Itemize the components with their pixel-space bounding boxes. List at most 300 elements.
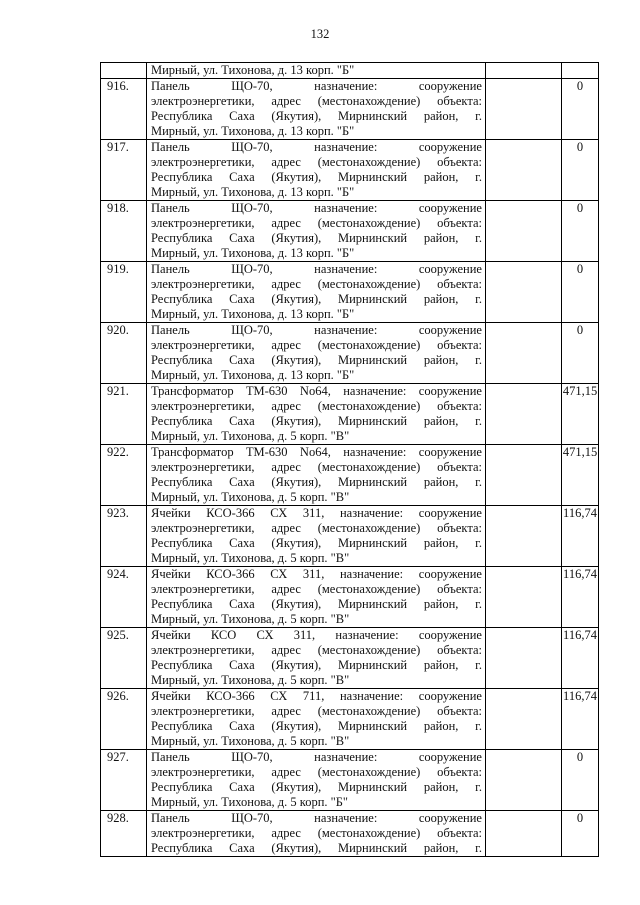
description-line xyxy=(151,94,482,109)
description-word: объекта: xyxy=(437,826,482,840)
description-line xyxy=(151,414,482,429)
description-word: (Якутия), xyxy=(271,658,322,672)
description-word: объекта: xyxy=(437,338,482,352)
description-word: СХ xyxy=(270,506,288,520)
description-line: Мирный, ул. Тихонова, д. 5 корп. "В" xyxy=(151,429,350,443)
description-word: 711, xyxy=(302,689,325,703)
description-word: Мирнинский xyxy=(337,231,408,245)
description-word: Саха xyxy=(229,170,255,184)
row-empty-cell xyxy=(486,750,562,811)
description-word: Саха xyxy=(229,353,255,367)
description-word: ЩО-70, xyxy=(231,201,273,215)
description-word: назначение: xyxy=(339,689,404,703)
description-word: Саха xyxy=(229,719,255,733)
description-word: КСО xyxy=(210,628,237,642)
description-word: адрес xyxy=(271,582,301,596)
page-number: 132 xyxy=(310,27,330,41)
row-number: 923. xyxy=(101,506,147,567)
description-word: сооружение xyxy=(418,506,482,520)
description-word: (местонахождение) xyxy=(317,460,421,474)
row-value: 116,74 xyxy=(562,506,599,567)
row-empty-cell xyxy=(486,323,562,384)
description-word: район, xyxy=(423,536,459,550)
description-word: 311, xyxy=(302,506,325,520)
row-empty-cell xyxy=(486,628,562,689)
description-line: Мирный, ул. Тихонова, д. 13 корп. "Б" xyxy=(151,124,355,138)
description-word: объекта: xyxy=(437,277,482,291)
description-word: назначение: xyxy=(314,323,378,337)
description-word: объекта: xyxy=(437,765,482,779)
description-word: ЩО-70, xyxy=(231,262,273,276)
description-word: 311, xyxy=(293,628,316,642)
description-word: сооружение xyxy=(418,323,482,337)
description-word: Республика xyxy=(151,109,213,123)
description-line xyxy=(151,140,482,155)
description-word: (Якутия), xyxy=(271,780,322,794)
continuation-description-cell xyxy=(147,63,486,79)
description-word: СХ xyxy=(256,628,274,642)
description-word: объекта: xyxy=(437,521,482,535)
description-line xyxy=(151,292,482,307)
description-line xyxy=(151,79,482,94)
description-line xyxy=(151,460,482,475)
description-word: сооружение xyxy=(418,567,482,581)
description-word: Панель xyxy=(151,811,190,825)
row-value: 116,74 xyxy=(562,628,599,689)
description-word: адрес xyxy=(271,338,301,352)
description-line xyxy=(151,719,482,734)
description-word: электроэнергетики, xyxy=(151,94,255,108)
description-word: адрес xyxy=(271,765,301,779)
description-word: г. xyxy=(475,658,482,672)
description-word: (Якутия), xyxy=(271,292,322,306)
description-word: Республика xyxy=(151,780,213,794)
description-line: Мирный, ул. Тихонова, д. 5 корп. "В" xyxy=(151,673,350,687)
row-description xyxy=(147,689,486,750)
description-word: район, xyxy=(423,170,459,184)
description-word: (местонахождение) xyxy=(317,216,421,230)
description-word: адрес xyxy=(271,155,301,169)
description-word: СХ xyxy=(270,567,288,581)
description-line: Мирный, ул. Тихонова, д. 5 корп. "В" xyxy=(151,734,350,748)
description-line xyxy=(151,780,482,795)
description-word: назначение: xyxy=(314,140,378,154)
description-word: Республика xyxy=(151,353,213,367)
description-word: электроэнергетики, xyxy=(151,582,255,596)
description-line xyxy=(151,826,482,841)
row-description xyxy=(147,140,486,201)
description-line xyxy=(151,475,482,490)
description-word: Мирнинский xyxy=(337,841,408,855)
description-word: (местонахождение) xyxy=(317,643,421,657)
description-word: адрес xyxy=(271,643,301,657)
description-word: Саха xyxy=(229,109,255,123)
description-line xyxy=(151,277,482,292)
description-line xyxy=(151,155,482,170)
row-number: 916. xyxy=(101,79,147,140)
description-word: назначение: xyxy=(314,79,378,93)
description-word: адрес xyxy=(271,94,301,108)
description-word: электроэнергетики, xyxy=(151,643,255,657)
description-word: г. xyxy=(475,109,482,123)
row-description xyxy=(147,750,486,811)
description-word: г. xyxy=(475,231,482,245)
table-row xyxy=(101,323,599,384)
description-word: г. xyxy=(475,780,482,794)
description-word: No64, xyxy=(299,384,331,398)
description-word: г. xyxy=(475,414,482,428)
description-word: ЩО-70, xyxy=(231,79,273,93)
description-word: (местонахождение) xyxy=(317,826,421,840)
description-word: Республика xyxy=(151,841,213,855)
row-empty-cell xyxy=(486,506,562,567)
table-row xyxy=(101,567,599,628)
description-line xyxy=(151,231,482,246)
description-line xyxy=(151,689,482,704)
description-word: сооружение xyxy=(418,384,482,398)
table-row xyxy=(101,811,599,857)
description-word: назначение: xyxy=(343,384,407,398)
description-word: (местонахождение) xyxy=(317,765,421,779)
description-line xyxy=(151,658,482,673)
description-word: Саха xyxy=(229,414,255,428)
row-value: 0 xyxy=(562,323,599,384)
description-word: назначение: xyxy=(343,445,407,459)
description-word: Трансформатор xyxy=(151,384,234,398)
description-line: Мирный, ул. Тихонова, д. 5 корп. "В" xyxy=(151,490,350,504)
description-word: Мирнинский xyxy=(337,353,408,367)
description-line xyxy=(151,338,482,353)
description-word: Саха xyxy=(229,841,255,855)
description-word: (местонахождение) xyxy=(317,338,421,352)
description-word: ЩО-70, xyxy=(231,750,273,764)
description-word: объекта: xyxy=(437,216,482,230)
row-value: 116,74 xyxy=(562,567,599,628)
description-word: объекта: xyxy=(437,155,482,169)
description-word: назначение: xyxy=(314,750,378,764)
description-word: Мирнинский xyxy=(337,597,408,611)
description-word: Мирнинский xyxy=(337,658,408,672)
description-line xyxy=(151,506,482,521)
table-row xyxy=(101,506,599,567)
table-row xyxy=(101,628,599,689)
description-word: район, xyxy=(423,841,459,855)
description-line xyxy=(151,628,482,643)
description-word: Мирнинский xyxy=(337,475,408,489)
row-number: 918. xyxy=(101,201,147,262)
row-value: 0 xyxy=(562,750,599,811)
description-word: Мирнинский xyxy=(337,414,408,428)
row-value: 0 xyxy=(562,201,599,262)
description-line xyxy=(151,216,482,231)
description-word: Республика xyxy=(151,719,213,733)
description-word: (Якутия), xyxy=(271,475,322,489)
description-word: г. xyxy=(475,475,482,489)
description-word: Ячейки xyxy=(151,628,191,642)
description-word: Панель xyxy=(151,201,190,215)
description-word: электроэнергетики, xyxy=(151,399,255,413)
description-word: Мирнинский xyxy=(337,719,408,733)
description-word: район, xyxy=(423,231,459,245)
description-line xyxy=(151,643,482,658)
row-value: 0 xyxy=(562,811,599,857)
description-word: (местонахождение) xyxy=(317,399,421,413)
description-line xyxy=(151,704,482,719)
description-word: электроэнергетики, xyxy=(151,277,255,291)
row-empty-cell xyxy=(486,201,562,262)
continuation-text: Мирный, ул. Тихонова, д. 13 корп. "Б" xyxy=(151,63,355,77)
description-line xyxy=(151,521,482,536)
description-word: (Якутия), xyxy=(271,597,322,611)
description-word: объекта: xyxy=(437,460,482,474)
description-word: Мирнинский xyxy=(337,292,408,306)
description-word: Мирнинский xyxy=(337,170,408,184)
description-word: (местонахождение) xyxy=(317,277,421,291)
description-word: Панель xyxy=(151,262,190,276)
description-word: КСО-366 xyxy=(206,567,255,581)
description-word: Саха xyxy=(229,658,255,672)
description-line xyxy=(151,567,482,582)
row-number: 925. xyxy=(101,628,147,689)
description-word: сооружение xyxy=(418,140,482,154)
description-line xyxy=(151,536,482,551)
row-number: 926. xyxy=(101,689,147,750)
description-word: (Якутия), xyxy=(271,231,322,245)
description-word: г. xyxy=(475,536,482,550)
description-word: электроэнергетики, xyxy=(151,338,255,352)
description-word: (Якутия), xyxy=(271,109,322,123)
description-word: г. xyxy=(475,841,482,855)
description-word: КСО-366 xyxy=(206,689,255,703)
row-number: 920. xyxy=(101,323,147,384)
description-word: электроэнергетики, xyxy=(151,704,255,718)
description-word: (местонахождение) xyxy=(317,94,421,108)
table-row xyxy=(101,689,599,750)
description-word: Трансформатор xyxy=(151,445,234,459)
row-number: 917. xyxy=(101,140,147,201)
description-word: КСО-366 xyxy=(206,506,255,520)
description-word: район, xyxy=(423,780,459,794)
row-description xyxy=(147,201,486,262)
description-word: 311, xyxy=(302,567,325,581)
row-value: 471,15 xyxy=(562,384,599,445)
description-line xyxy=(151,201,482,216)
description-word: г. xyxy=(475,292,482,306)
description-word: Саха xyxy=(229,475,255,489)
description-word: электроэнергетики, xyxy=(151,826,255,840)
description-word: назначение: xyxy=(314,262,378,276)
description-word: адрес xyxy=(271,216,301,230)
row-empty-cell xyxy=(486,262,562,323)
description-word: адрес xyxy=(271,399,301,413)
row-value: 471,15 xyxy=(562,445,599,506)
description-word: Ячейки xyxy=(151,506,191,520)
description-line xyxy=(151,841,482,856)
description-line: Мирный, ул. Тихонова, д. 13 корп. "Б" xyxy=(151,185,355,199)
description-word: Панель xyxy=(151,750,190,764)
row-description xyxy=(147,628,486,689)
description-line: Мирный, ул. Тихонова, д. 5 корп. "Б" xyxy=(151,795,349,809)
description-word: сооружение xyxy=(418,689,482,703)
description-word: назначение: xyxy=(314,811,378,825)
row-empty-cell xyxy=(486,811,562,857)
description-word: сооружение xyxy=(418,201,482,215)
description-word: Мирнинский xyxy=(337,109,408,123)
description-word: Саха xyxy=(229,536,255,550)
description-word: район, xyxy=(423,292,459,306)
table-row xyxy=(101,750,599,811)
description-word: объекта: xyxy=(437,94,482,108)
description-word: (Якутия), xyxy=(271,170,322,184)
description-word: Мирнинский xyxy=(337,780,408,794)
table-row xyxy=(101,201,599,262)
description-word: адрес xyxy=(271,826,301,840)
description-line: Мирный, ул. Тихонова, д. 5 корп. "В" xyxy=(151,551,350,565)
description-word: Республика xyxy=(151,170,213,184)
description-line xyxy=(151,109,482,124)
description-line xyxy=(151,811,482,826)
table-row xyxy=(101,445,599,506)
description-word: (местонахождение) xyxy=(317,155,421,169)
row-description xyxy=(147,811,486,857)
description-word: Саха xyxy=(229,597,255,611)
description-line xyxy=(151,262,482,277)
description-word: ЩО-70, xyxy=(231,140,273,154)
row-empty-cell xyxy=(486,445,562,506)
row-value: 0 xyxy=(562,262,599,323)
description-word: Республика xyxy=(151,536,213,550)
description-word: Республика xyxy=(151,414,213,428)
description-word: (местонахождение) xyxy=(317,704,421,718)
description-line xyxy=(151,445,482,460)
description-word: Ячейки xyxy=(151,567,191,581)
row-description xyxy=(147,262,486,323)
description-word: электроэнергетики, xyxy=(151,460,255,474)
description-word: Саха xyxy=(229,780,255,794)
description-word: объекта: xyxy=(437,643,482,657)
description-word: Саха xyxy=(229,292,255,306)
description-word: назначение: xyxy=(314,201,378,215)
continuation-empty-cell xyxy=(486,63,562,79)
description-word: (Якутия), xyxy=(271,353,322,367)
description-word: электроэнергетики, xyxy=(151,216,255,230)
description-word: назначение: xyxy=(335,628,399,642)
row-value: 0 xyxy=(562,140,599,201)
row-number: 928. xyxy=(101,811,147,857)
row-empty-cell xyxy=(486,79,562,140)
description-word: г. xyxy=(475,170,482,184)
description-word: район, xyxy=(423,353,459,367)
description-word: объекта: xyxy=(437,399,482,413)
description-word: объекта: xyxy=(437,704,482,718)
description-line: Мирный, ул. Тихонова, д. 13 корп. "Б" xyxy=(151,246,355,260)
row-description xyxy=(147,506,486,567)
row-number: 924. xyxy=(101,567,147,628)
row-number: 927. xyxy=(101,750,147,811)
description-word: объекта: xyxy=(437,582,482,596)
description-word: район, xyxy=(423,475,459,489)
description-word: сооружение xyxy=(418,750,482,764)
description-word: (местонахождение) xyxy=(317,521,421,535)
description-word: электроэнергетики, xyxy=(151,155,255,169)
description-line xyxy=(151,582,482,597)
description-word: назначение: xyxy=(339,506,404,520)
description-word: ТМ-630 xyxy=(246,445,288,459)
description-word: ЩО-70, xyxy=(231,811,273,825)
description-word: No64, xyxy=(299,445,331,459)
description-word: Панель xyxy=(151,79,190,93)
description-word: сооружение xyxy=(418,628,482,642)
description-word: адрес xyxy=(271,521,301,535)
description-word: Панель xyxy=(151,323,190,337)
row-description xyxy=(147,567,486,628)
description-word: Республика xyxy=(151,292,213,306)
description-word: ТМ-630 xyxy=(246,384,288,398)
row-description xyxy=(147,384,486,445)
description-word: Республика xyxy=(151,475,213,489)
description-word: сооружение xyxy=(418,445,482,459)
description-word: сооружение xyxy=(418,79,482,93)
continuation-number-cell xyxy=(101,63,147,79)
description-word: электроэнергетики, xyxy=(151,765,255,779)
row-empty-cell xyxy=(486,567,562,628)
row-empty-cell xyxy=(486,689,562,750)
description-word: г. xyxy=(475,353,482,367)
row-empty-cell xyxy=(486,140,562,201)
row-number: 921. xyxy=(101,384,147,445)
description-word: Республика xyxy=(151,658,213,672)
description-word: назначение: xyxy=(339,567,404,581)
description-word: Саха xyxy=(229,231,255,245)
description-word: район, xyxy=(423,719,459,733)
description-word: район, xyxy=(423,109,459,123)
description-word: адрес xyxy=(271,460,301,474)
description-line: Мирный, ул. Тихонова, д. 13 корп. "Б" xyxy=(151,368,355,382)
row-empty-cell xyxy=(486,384,562,445)
continuation-value-cell xyxy=(562,63,599,79)
description-word: район, xyxy=(423,597,459,611)
row-description xyxy=(147,79,486,140)
description-word: сооружение xyxy=(418,262,482,276)
row-value: 116,74 xyxy=(562,689,599,750)
description-word: (Якутия), xyxy=(271,536,322,550)
description-word: СХ xyxy=(270,689,288,703)
description-word: Ячейки xyxy=(151,689,191,703)
table-row xyxy=(101,262,599,323)
row-description xyxy=(147,323,486,384)
registry-table xyxy=(100,62,599,857)
description-word: Республика xyxy=(151,597,213,611)
description-line xyxy=(151,399,482,414)
description-word: (местонахождение) xyxy=(317,582,421,596)
description-word: г. xyxy=(475,719,482,733)
description-line xyxy=(151,597,482,612)
continuation-row xyxy=(101,63,599,79)
row-number: 919. xyxy=(101,262,147,323)
description-word: Республика xyxy=(151,231,213,245)
registry-table-body xyxy=(101,63,599,857)
description-line: Мирный, ул. Тихонова, д. 5 корп. "В" xyxy=(151,612,350,626)
table-row xyxy=(101,79,599,140)
description-word: Панель xyxy=(151,140,190,154)
description-word: (Якутия), xyxy=(271,719,322,733)
table-row xyxy=(101,140,599,201)
description-word: район, xyxy=(423,414,459,428)
row-number: 922. xyxy=(101,445,147,506)
description-line xyxy=(151,323,482,338)
description-line xyxy=(151,750,482,765)
description-word: адрес xyxy=(271,704,301,718)
